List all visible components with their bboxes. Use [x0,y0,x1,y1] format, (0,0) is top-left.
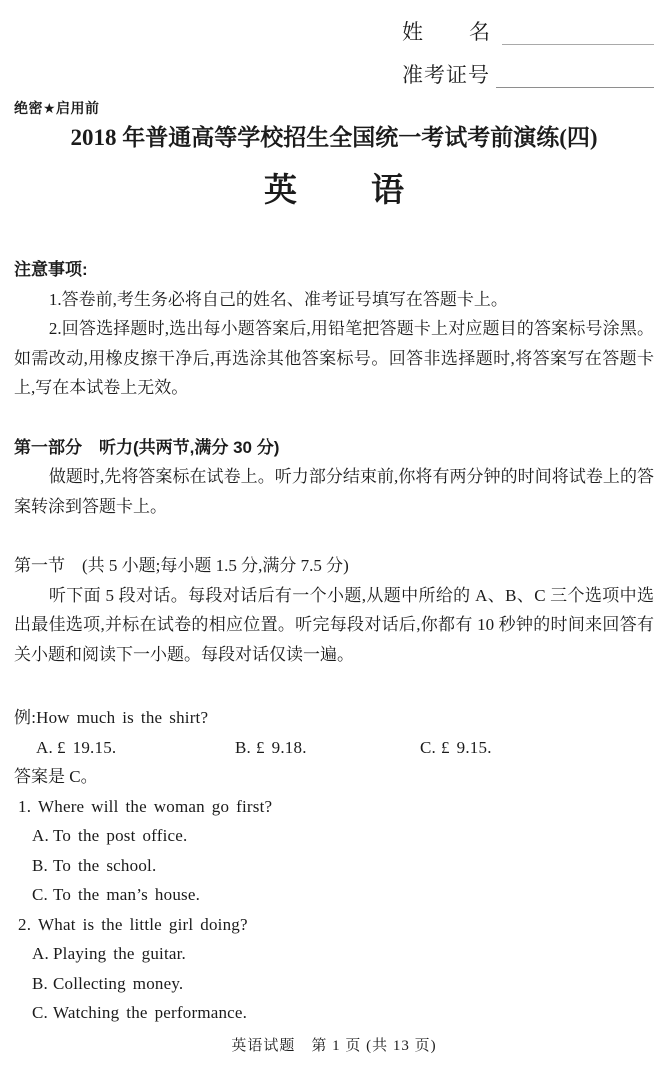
question-2-option-a [14,939,654,969]
name-label-char-2: 名 [469,20,490,44]
question-1-option-c-text: To the man’s house. [53,885,201,904]
section1-heading: 第一节 (共 5 小题;每小题 1.5 分,满分 7.5 分) [14,556,349,575]
example-option-b [235,733,420,763]
question-1-option-a [14,821,654,851]
subject-char-1: 英 [264,173,297,209]
example-option-a-label: A. [36,737,53,757]
question-2-stem [14,910,654,940]
question-2-option-b-label: B. [32,973,48,993]
exam-title: 2018 年普通高等学校招生全国统一考试考前演练(四) [70,125,598,150]
question-1 [14,792,654,910]
name-blank-line [502,44,654,45]
notice-heading: 注意事项: [14,260,88,279]
question-1-stem [14,792,654,822]
admission-field-row [402,45,654,88]
question-2-option-b [14,969,654,999]
question-2-option-c-text: Watching the performance. [53,1003,248,1022]
question-1-option-b-text: To the school. [53,855,157,875]
question-1-option-c-label: C. [32,885,48,904]
notice-item-1: 1.答卷前,考生务必将自己的姓名、准考证号填写在答题卡上。 [48,289,508,309]
question-2-number: 2. [18,914,32,934]
example-options-row [14,733,654,763]
subject-char-2: 语 [371,173,404,209]
question-1-option-a-label: A. [32,826,49,845]
paper-body [0,255,668,1028]
example-answer-note: 答案是 C。 [14,767,98,786]
subject-title [0,170,668,212]
example-option-b-label: B. [235,737,251,757]
question-1-option-a-text: To the post office. [53,826,188,845]
page-footer: 英语试题 第 1 页 (共 13 页) [231,1038,437,1054]
question-1-option-b-label: B. [32,855,48,875]
part1-instruction: 做题时,先将答案标在试卷上。听力部分结束前,你将有两分钟的时间将试卷上的答案转涂到答题卡上。 [14,467,654,516]
admission-number-blank-line [496,87,654,88]
question-2-option-a-label: A. [32,944,49,963]
example-option-b-value: £ 9.18. [256,737,307,757]
question-2 [14,910,654,1028]
example-option-c-label: C. [420,737,436,757]
security-classification: 绝密★启用前 [14,100,100,116]
notice-item-2: 2.回答选择题时,选出每小题答案后,用铅笔把答题卡上对应题目的答案标号涂黑。如需改动,用橡皮擦干净后,再选涂其他答案标号。回答非选择题时,将答案写在答题卡上,写在本试卷上无效。 [14,319,654,397]
question-1-option-c [14,880,654,910]
question-2-option-a-text: Playing the guitar. [53,944,186,963]
question-2-text: What is the little girl doing? [38,914,248,934]
name-field-row [402,2,654,45]
name-label-char-1: 姓 [402,20,423,44]
section1-instruction: 听下面 5 段对话。每段对话后有一个小题,从题中所给的 A、B、C 三个选项中选出最佳选项,并标在试卷的相应位置。听完每段对话后,你都有 10 秒钟的时间来回答有关小题和阅读下一小题。每段对话仅读一遍。 [14,585,654,664]
name-label [402,19,490,45]
example-option-c-value: £ 9.15. [441,737,492,757]
candidate-info-block [402,2,654,88]
example-prompt: 例:How much is the shirt? [14,708,209,727]
page-header [0,0,668,255]
part1-heading: 第一部分 听力(共两节,满分 30 分) [14,437,280,457]
question-1-text: Where will the woman go first? [38,796,273,816]
admission-number-label: 准考证号 [402,63,490,87]
example-option-a-value: £ 19.15. [57,737,117,757]
question-1-option-b [14,851,654,881]
question-2-option-c [14,998,654,1028]
example-option-c [420,733,492,763]
question-2-option-b-text: Collecting money. [53,973,184,993]
question-2-option-c-label: C. [32,1003,48,1022]
question-1-number: 1. [18,796,32,816]
example-option-a [36,733,235,763]
example-block [14,703,654,792]
